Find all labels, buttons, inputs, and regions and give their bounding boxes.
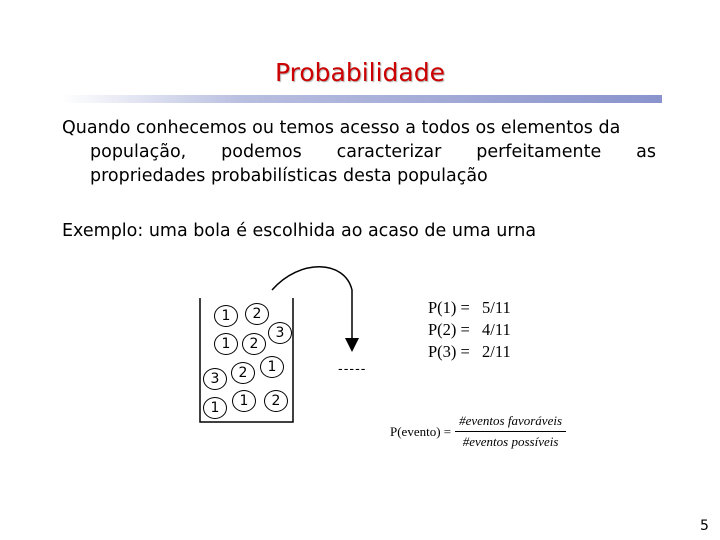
- paragraph-line-2: população, podemos caracterizar perfeitamente as: [90, 142, 656, 162]
- formula-fraction: [455, 413, 566, 450]
- example-text: Exemplo: uma bola é escolhida ao acaso de uma urna: [62, 221, 537, 241]
- arrow-head: [345, 338, 359, 352]
- urn-ball: 1: [203, 397, 227, 419]
- urn-ball: 2: [264, 390, 288, 412]
- urn-ball: 1: [214, 305, 238, 327]
- probability-value: 2/11: [482, 342, 511, 361]
- probability-value: 5/11: [482, 298, 511, 317]
- urn-ball: 1: [232, 390, 256, 412]
- probability-value: 4/11: [482, 320, 511, 339]
- paragraph-line-1: Quando conhecemos ou temos acesso a todos os elementos da: [62, 118, 621, 138]
- dashed-separator: -----: [338, 362, 367, 377]
- formula-denominator: #eventos possíveis: [462, 434, 559, 449]
- page-number: 5: [700, 518, 709, 534]
- probability-label: P(2) =: [428, 320, 470, 339]
- urn-ball: 1: [260, 356, 284, 378]
- probability-formula: [390, 413, 566, 450]
- slide-title: Probabilidade: [275, 58, 445, 87]
- urn-ball: 2: [231, 362, 255, 384]
- urn-ball: 1: [214, 333, 238, 355]
- probability-row: [428, 298, 511, 320]
- probability-row: [428, 342, 511, 364]
- probability-label: P(3) =: [428, 342, 470, 361]
- urn-ball: 3: [268, 322, 292, 344]
- formula-numerator: #eventos favoráveis: [455, 413, 566, 432]
- paragraph-line-3: propriedades probabilísticas desta população: [90, 166, 488, 186]
- urn-ball: 2: [245, 303, 269, 325]
- urn-ball: 3: [203, 368, 227, 390]
- urn-ball: 2: [242, 333, 266, 355]
- formula-lhs: P(evento) =: [390, 423, 452, 439]
- probability-label: P(1) =: [428, 298, 470, 317]
- probability-row: [428, 320, 511, 342]
- probability-list: [428, 298, 511, 364]
